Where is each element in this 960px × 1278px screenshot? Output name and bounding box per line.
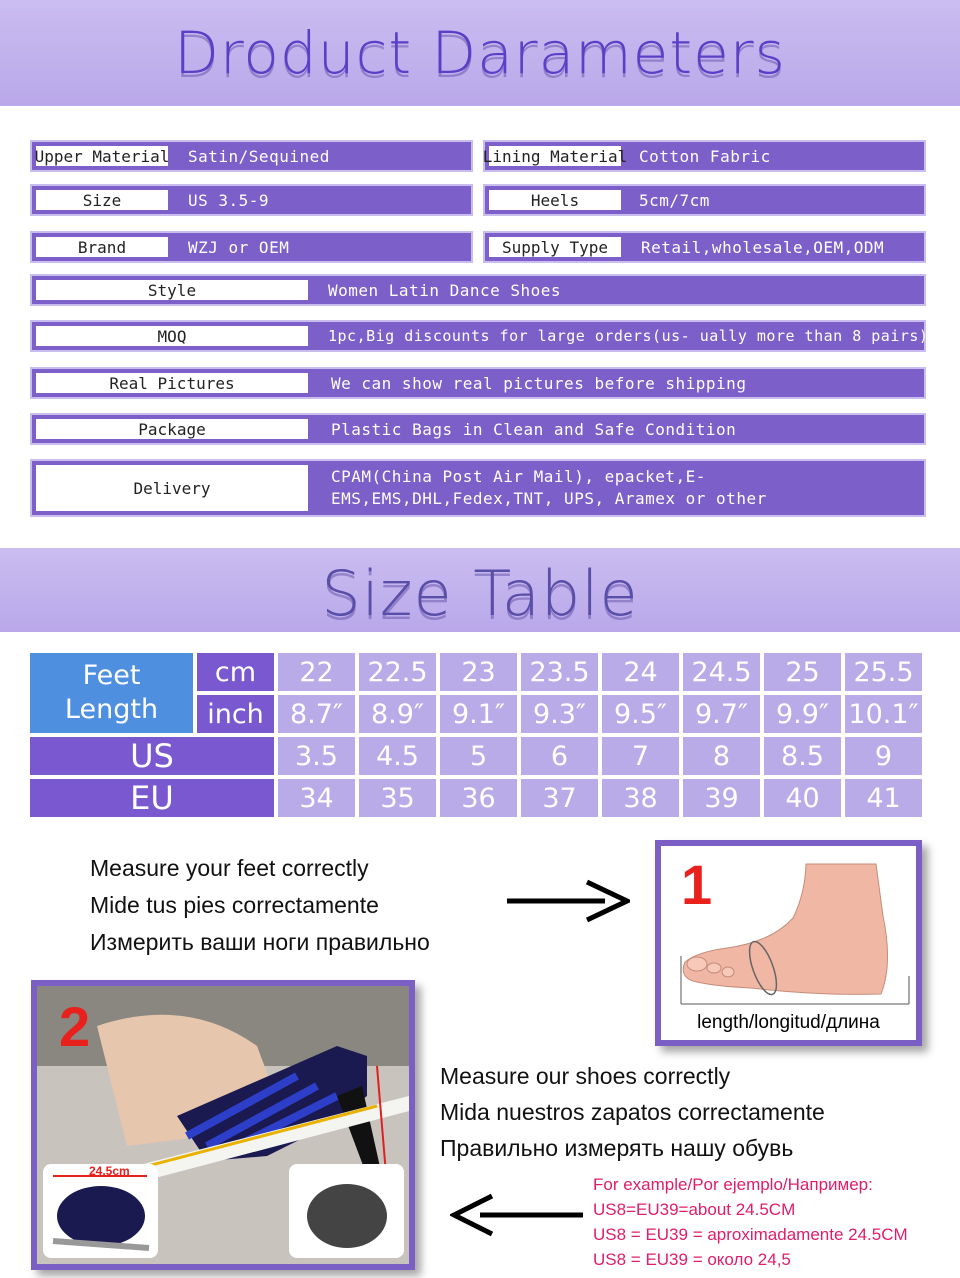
step-number-1: 1: [681, 853, 713, 916]
step-number-2: 2: [59, 995, 91, 1058]
size-cell: 24.5: [683, 653, 760, 691]
measure-shoes-line3: Правильно измерять нашу обувь: [440, 1135, 794, 1161]
size-cell: 7: [602, 737, 679, 775]
size-cell: 9.1″: [440, 695, 517, 733]
param-label: Size: [35, 189, 169, 211]
param-value: We can show real pictures before shipping: [331, 373, 747, 393]
inch-label: inch: [197, 695, 274, 733]
size-cell: 36: [440, 779, 517, 817]
product-parameters-banner: [0, 0, 960, 106]
size-cell: 5: [440, 737, 517, 775]
param-row-style: [30, 274, 926, 306]
size-cell: 38: [602, 779, 679, 817]
size-cell: 4.5: [359, 737, 436, 775]
size-cell: 22.5: [359, 653, 436, 691]
param-value: Cotton Fabric: [639, 146, 771, 166]
measure-feet-line2: Mide tus pies correctamente: [90, 892, 379, 918]
cm-label: cm: [197, 653, 274, 691]
size-cell: 34: [278, 779, 355, 817]
param-value: Women Latin Dance Shoes: [328, 280, 562, 300]
param-row-supply-type: [483, 231, 926, 263]
feet-length-line2: Length: [64, 694, 159, 725]
param-label: Upper Material: [34, 146, 170, 166]
size-cell: 9.7″: [683, 695, 760, 733]
size-cell: 9.3″: [521, 695, 598, 733]
param-value: CPAM(China Post Air Mail), epacket,E-EMS,EMS,DHL,Fedex,TNT, UPS, Aramex or other: [331, 467, 767, 508]
measure-feet-text: [90, 850, 430, 961]
measure-feet-line3: Измерить ваши ноги правильно: [90, 929, 430, 955]
feet-length-line1: Feet: [82, 660, 141, 691]
param-label: Lining Material: [482, 146, 628, 166]
param-row-real-pictures: [30, 367, 926, 399]
foot-illustration: [671, 856, 911, 1006]
param-label: Supply Type: [488, 236, 622, 258]
size-example-text: [593, 1172, 908, 1272]
param-value: Retail,wholesale,OEM,ODM: [641, 237, 885, 257]
shoe-measure-photo: [31, 980, 415, 1270]
measure-shoes-text: [440, 1058, 825, 1166]
param-value: Satin/Sequined: [188, 146, 330, 166]
param-row-delivery: [30, 459, 926, 517]
example-line1: For example/Por ejemplo/Например:: [593, 1175, 873, 1194]
param-value: 5cm/7cm: [639, 190, 710, 210]
size-cell: 8.7″: [278, 695, 355, 733]
size-row-us: [30, 737, 922, 775]
param-value: WZJ or OEM: [188, 237, 290, 257]
size-table-banner: [0, 548, 960, 632]
size-cell: 8.5: [764, 737, 841, 775]
size-cell: 25: [764, 653, 841, 691]
foot-photo-caption: length/longitud/длина: [697, 1012, 880, 1033]
size-cell: 41: [845, 779, 922, 817]
arrow-right-icon: [505, 878, 630, 924]
param-row-size: [30, 184, 473, 216]
param-label: Package: [35, 418, 309, 440]
size-cell: 23.5: [521, 653, 598, 691]
measure-shoes-line1: Measure our shoes correctly: [440, 1063, 731, 1089]
size-cell: 40: [764, 779, 841, 817]
eu-label: EU: [30, 779, 274, 817]
param-label: Delivery: [35, 464, 309, 512]
example-line4: US8 = EU39 = около 24,5: [593, 1250, 791, 1269]
size-cell: 39: [683, 779, 760, 817]
param-row-heels: [483, 184, 926, 216]
size-cell: 24: [602, 653, 679, 691]
measure-feet-line1: Measure your feet correctly: [90, 855, 369, 881]
size-row-cm: [30, 653, 922, 691]
size-cell: 9.9″: [764, 695, 841, 733]
param-label: Style: [35, 279, 309, 301]
size-cell: 37: [521, 779, 598, 817]
param-row-lining-material: [483, 140, 926, 172]
arrow-left-icon: [450, 1192, 585, 1238]
banner-title: Size Table: [321, 557, 639, 630]
size-cell: 23: [440, 653, 517, 691]
feet-length-header: [30, 653, 193, 733]
size-row-eu: [30, 779, 922, 817]
size-cell: 8: [683, 737, 760, 775]
param-value: US 3.5-9: [188, 190, 270, 210]
param-label: Brand: [35, 236, 169, 258]
size-cell: 25.5: [845, 653, 922, 691]
size-cell: 10.1″: [845, 695, 922, 733]
param-value: 1pc,Big discounts for large orders(us- ually more than 8 pairs): [328, 327, 929, 345]
size-table: [26, 649, 926, 821]
size-cell: 9.5″: [602, 695, 679, 733]
tape-measure-label: 24.5cm: [89, 1164, 130, 1178]
param-row-brand: [30, 231, 473, 263]
param-value: Plastic Bags in Clean and Safe Condition: [331, 419, 737, 439]
foot-measure-photo: [655, 840, 922, 1046]
size-cell: 22: [278, 653, 355, 691]
param-label: MOQ: [35, 325, 309, 347]
size-cell: 8.9″: [359, 695, 436, 733]
us-label: US: [30, 737, 274, 775]
size-cell: 35: [359, 779, 436, 817]
param-row-package: [30, 413, 926, 445]
banner-title: Droduct Darameters: [174, 19, 786, 87]
param-row-upper-material: [30, 140, 473, 172]
size-cell: 9: [845, 737, 922, 775]
example-line2: US8=EU39=about 24.5CM: [593, 1200, 796, 1219]
param-label: Heels: [488, 189, 622, 211]
shoe-illustration: [37, 986, 409, 1264]
size-cell: 6: [521, 737, 598, 775]
measure-shoes-line2: Mida nuestros zapatos correctamente: [440, 1099, 825, 1125]
param-row-moq: [30, 320, 929, 352]
param-label: Real Pictures: [35, 372, 309, 394]
size-cell: 3.5: [278, 737, 355, 775]
example-line3: US8 = EU39 = aproximadamente 24.5CM: [593, 1225, 908, 1244]
